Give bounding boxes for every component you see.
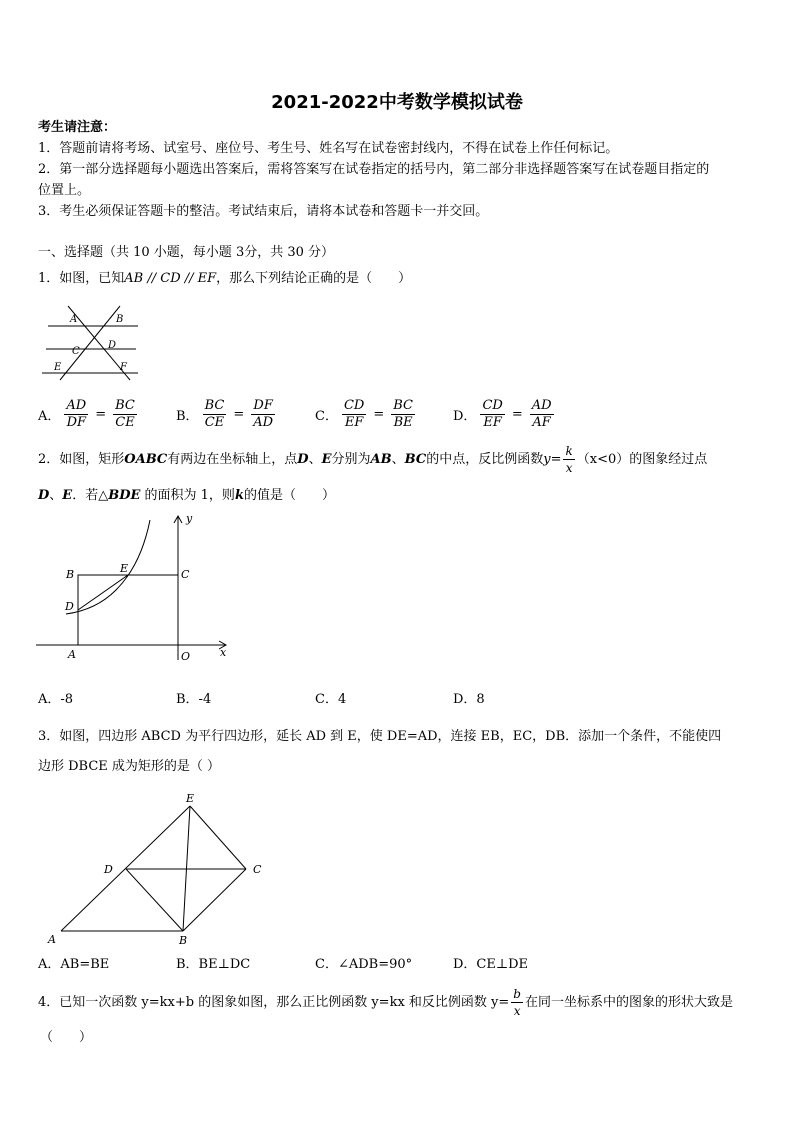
fig2-label-b: B bbox=[66, 568, 75, 581]
question-3-option-b[interactable]: B．BE⊥DC bbox=[176, 957, 251, 972]
question-1-option-b[interactable]: B． $\frac{BC}{CE}$ = $\frac{DF}{AD}$ bbox=[176, 398, 274, 430]
question-2-figure bbox=[36, 510, 236, 670]
fig1-label-a: A bbox=[70, 314, 78, 325]
fig2-label-e: E bbox=[120, 562, 129, 575]
question-2-option-d[interactable]: D．8 bbox=[453, 692, 485, 707]
page-title: 2021-2022中考数学模拟试卷 bbox=[271, 92, 523, 113]
fig1-label-b: B bbox=[116, 314, 124, 325]
notice-item-1: 1．答题前请将考场、试室号、座位号、考生号、姓名写在试卷密封线内，不得在试卷上作任何标记。 bbox=[38, 141, 619, 156]
question-3-stem-line2: 边形 DBCE 成为矩形的是（ ） bbox=[38, 759, 221, 774]
fig3-label-b: B bbox=[179, 934, 188, 947]
question-2-option-a[interactable]: A．-8 bbox=[38, 692, 74, 707]
question-1-stem: 1．如图，已知AB // CD // EF，那么下列结论正确的是（ ） bbox=[38, 271, 412, 286]
fig3-label-e: E bbox=[186, 792, 195, 805]
fig3-label-d: D bbox=[104, 863, 113, 876]
question-3-option-c[interactable]: C．∠ADB=90° bbox=[315, 957, 413, 972]
notice-item-2: 2．第一部分选择题每小题选出答案后，需将答案写在试卷指定的括号内，第二部分非选择题答案写在试卷题目指定的 bbox=[38, 162, 710, 177]
question-4-stem-line2: （ ） bbox=[40, 1030, 93, 1045]
question-2-stem-line1: 2．如图，矩形 OABC 有两边在坐标轴上，点 D 、 E 分别为 AB 、 BC 的中点，反比例函数 y= $\frac{k}{x}$ （x<0）的图象经过点 bbox=[38, 444, 708, 475]
question-4-stem-line1: 4．已知一次函数 y=kx+b 的图象如图，那么正比例函数 y=kx 和反比例函数 y= $\frac{b}{x}$ 在同一坐标系中的图象的形状大致是 bbox=[38, 987, 733, 1018]
fig2-label-c: C bbox=[181, 568, 190, 581]
question-3-figure bbox=[44, 788, 274, 948]
fig3-label-c: C bbox=[253, 863, 262, 876]
question-1-option-a[interactable]: A． $\frac{AD}{DF}$ = $\frac{BC}{CE}$ bbox=[38, 398, 135, 430]
fig2-label-x: x bbox=[220, 646, 227, 659]
question-2-option-c[interactable]: C．4 bbox=[315, 692, 347, 707]
fig3-label-a: A bbox=[48, 933, 56, 946]
question-2-stem-line2: D、E．若△BDE 的面积为 1，则k的值是（ ） bbox=[38, 488, 335, 503]
section-heading: 一、选择题（共 10 小题，每小题 3分，共 30 分） bbox=[38, 245, 335, 260]
fig2-label-d: D bbox=[65, 600, 74, 613]
question-1-option-d[interactable]: D． $\frac{CD}{EF}$ = $\frac{AD}{AF}$ bbox=[453, 398, 552, 430]
fig1-label-f: F bbox=[120, 362, 127, 373]
question-3-option-a[interactable]: A．AB=BE bbox=[38, 957, 110, 972]
question-2-option-b[interactable]: B．-4 bbox=[176, 692, 212, 707]
notice-item-2-cont: 位置上。 bbox=[38, 183, 91, 198]
question-1-option-c[interactable]: C． $\frac{CD}{EF}$ = $\frac{BC}{BE}$ bbox=[315, 398, 413, 430]
notice-item-3: 3．考生必须保证答题卡的整洁。考试结束后，请将本试卷和答题卡一并交回。 bbox=[38, 204, 489, 219]
fig1-label-c: C bbox=[72, 346, 80, 357]
fig1-label-d: D bbox=[108, 340, 117, 351]
question-3-option-d[interactable]: D．CE⊥DE bbox=[453, 957, 528, 972]
fig1-label-e: E bbox=[54, 362, 62, 373]
question-1-figure bbox=[38, 296, 148, 386]
notice-heading: 考生请注意： bbox=[38, 120, 117, 135]
fig2-label-a: A bbox=[68, 648, 76, 661]
question-3-stem-line1: 3．如图，四边形 ABCD 为平行四边形，延长 AD 到 E，使 DE=AD，连接 EB，EC，DB．添加一个条件，不能使四 bbox=[38, 729, 722, 744]
fig2-label-o: O bbox=[181, 650, 191, 663]
fig2-label-y: y bbox=[186, 512, 193, 525]
